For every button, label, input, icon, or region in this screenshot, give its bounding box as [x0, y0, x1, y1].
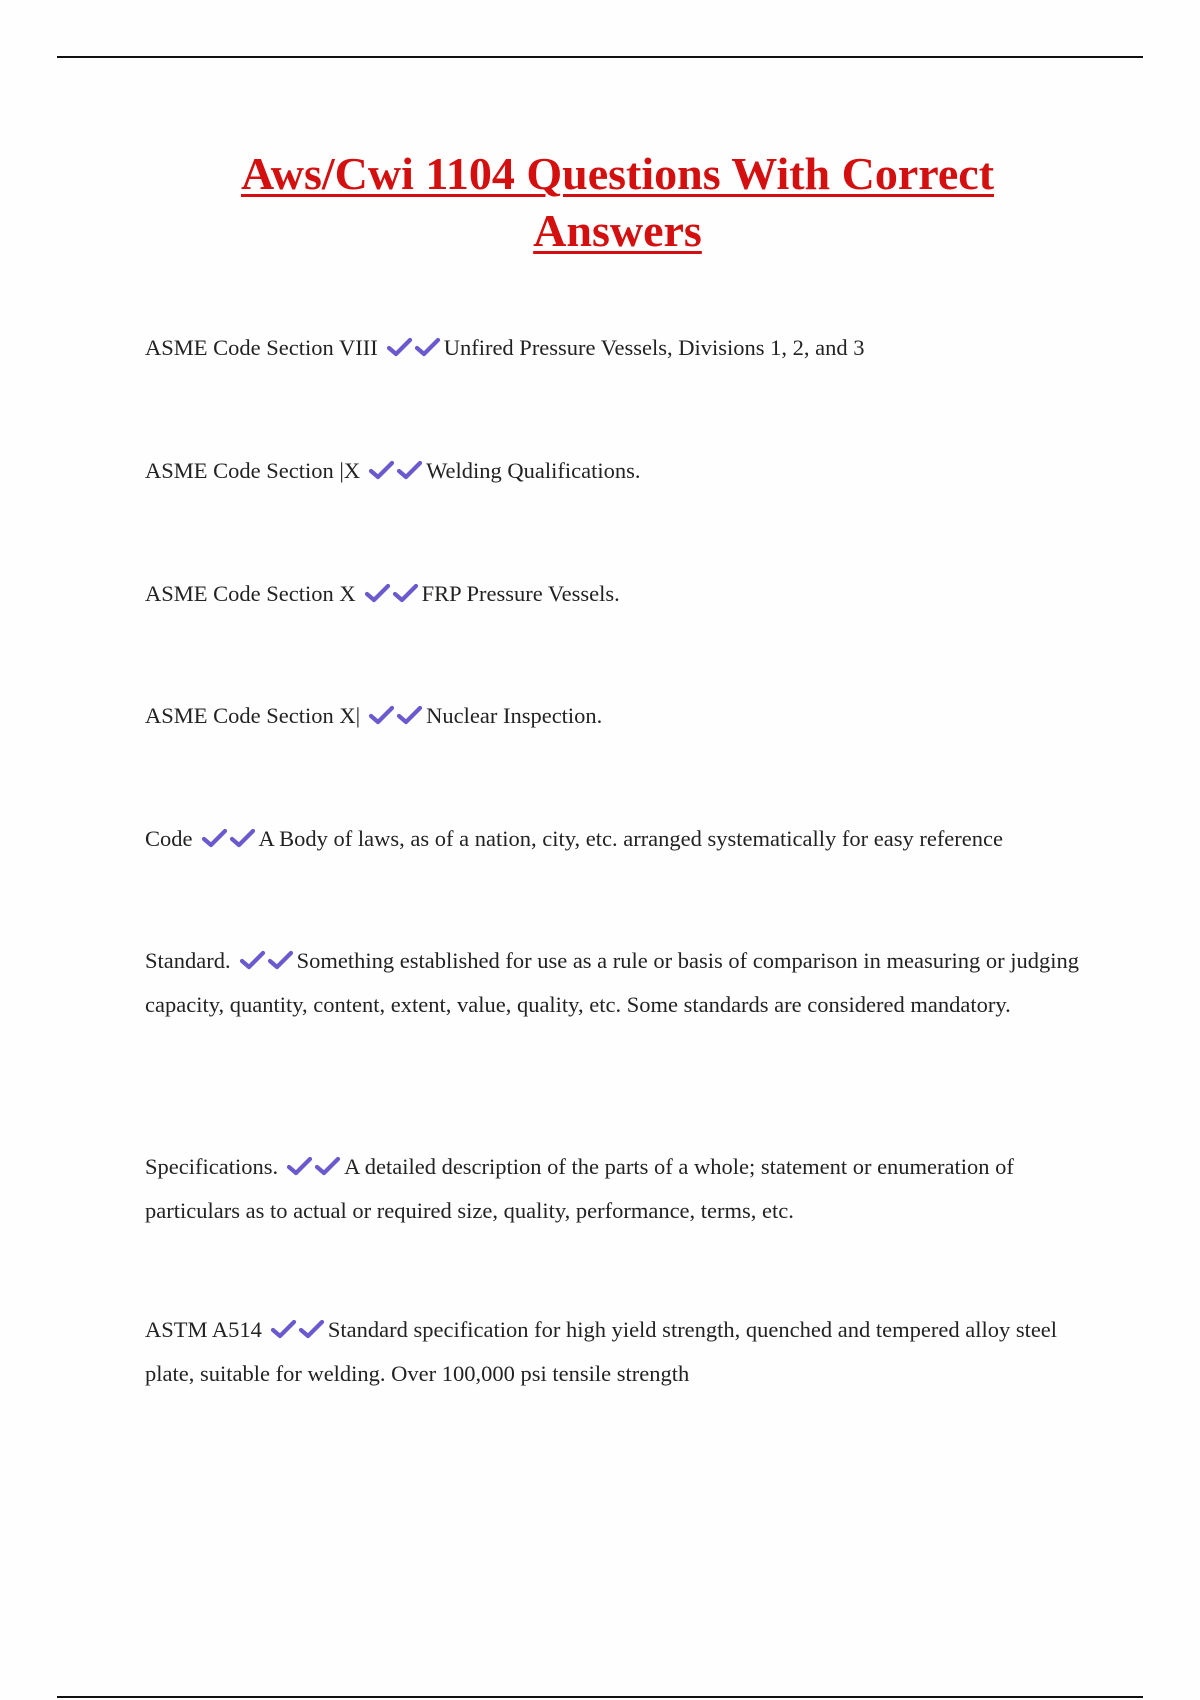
qa-answer: Standard specification for high yield strength, quenched and tempered alloy steel plate, suitable for welding. Over 100,000 psi tensile strength: [145, 1317, 1058, 1386]
qa-item: [145, 817, 1090, 861]
qa-term: Specifications.: [145, 1154, 279, 1179]
qa-term: Standard.: [145, 948, 231, 973]
qa-item: [145, 1308, 1090, 1396]
qa-term: ASME Code Section X: [145, 581, 356, 606]
checkmark-icon: [314, 1155, 341, 1177]
qa-item: [145, 326, 1090, 370]
qa-term: ASME Code Section X|: [145, 703, 361, 728]
checkmark-icon: [270, 1318, 297, 1340]
checkmark-icon: [368, 704, 395, 726]
qa-answer: Welding Qualifications.: [426, 458, 641, 483]
qa-item: [145, 694, 1090, 738]
document-title: [100, 145, 1135, 259]
checkmark-icon: [386, 336, 413, 358]
checkmark-icon: [414, 336, 441, 358]
bottom-rule: [57, 1696, 1143, 1698]
checkmark-icon: [286, 1155, 313, 1177]
checkmark-icon: [396, 704, 423, 726]
checkmark-icon: [364, 582, 391, 604]
qa-answer: Unfired Pressure Vessels, Divisions 1, 2, and 3: [443, 335, 865, 360]
qa-term: ASTM A514: [145, 1317, 262, 1342]
qa-item: [145, 449, 1090, 493]
qa-term: ASME Code Section VIII: [145, 335, 378, 360]
checkmark-icon: [368, 459, 395, 481]
checkmark-icon: [392, 582, 419, 604]
title-line-2: Answers: [533, 205, 702, 256]
checkmark-icon: [239, 949, 266, 971]
qa-answer: FRP Pressure Vessels.: [421, 581, 620, 606]
title-line-1: Aws/Cwi 1104 Questions With Correct: [240, 148, 995, 199]
qa-answer: Something established for use as a rule or basis of comparison in measuring or judging capacity, quantity, content, extent, value, quality, etc. Some standards are considered mandatory.: [145, 948, 1079, 1017]
checkmark-icon: [267, 949, 294, 971]
qa-term: Code: [145, 826, 193, 851]
qa-term: ASME Code Section |X: [145, 458, 361, 483]
checkmark-icon: [298, 1318, 325, 1340]
qa-answer: A detailed description of the parts of a whole; statement or enumeration of particulars as to actual or required size, quality, performance, terms, etc.: [145, 1154, 1014, 1223]
checkmark-icon: [396, 459, 423, 481]
checkmark-icon: [229, 827, 256, 849]
top-rule: [57, 56, 1143, 58]
checkmark-icon: [201, 827, 228, 849]
qa-item: [145, 939, 1090, 1027]
qa-item: [145, 1145, 1090, 1233]
qa-answer: A Body of laws, as of a nation, city, etc. arranged systematically for easy reference: [258, 826, 1003, 851]
qa-item: [145, 572, 1090, 616]
qa-answer: Nuclear Inspection.: [426, 703, 603, 728]
